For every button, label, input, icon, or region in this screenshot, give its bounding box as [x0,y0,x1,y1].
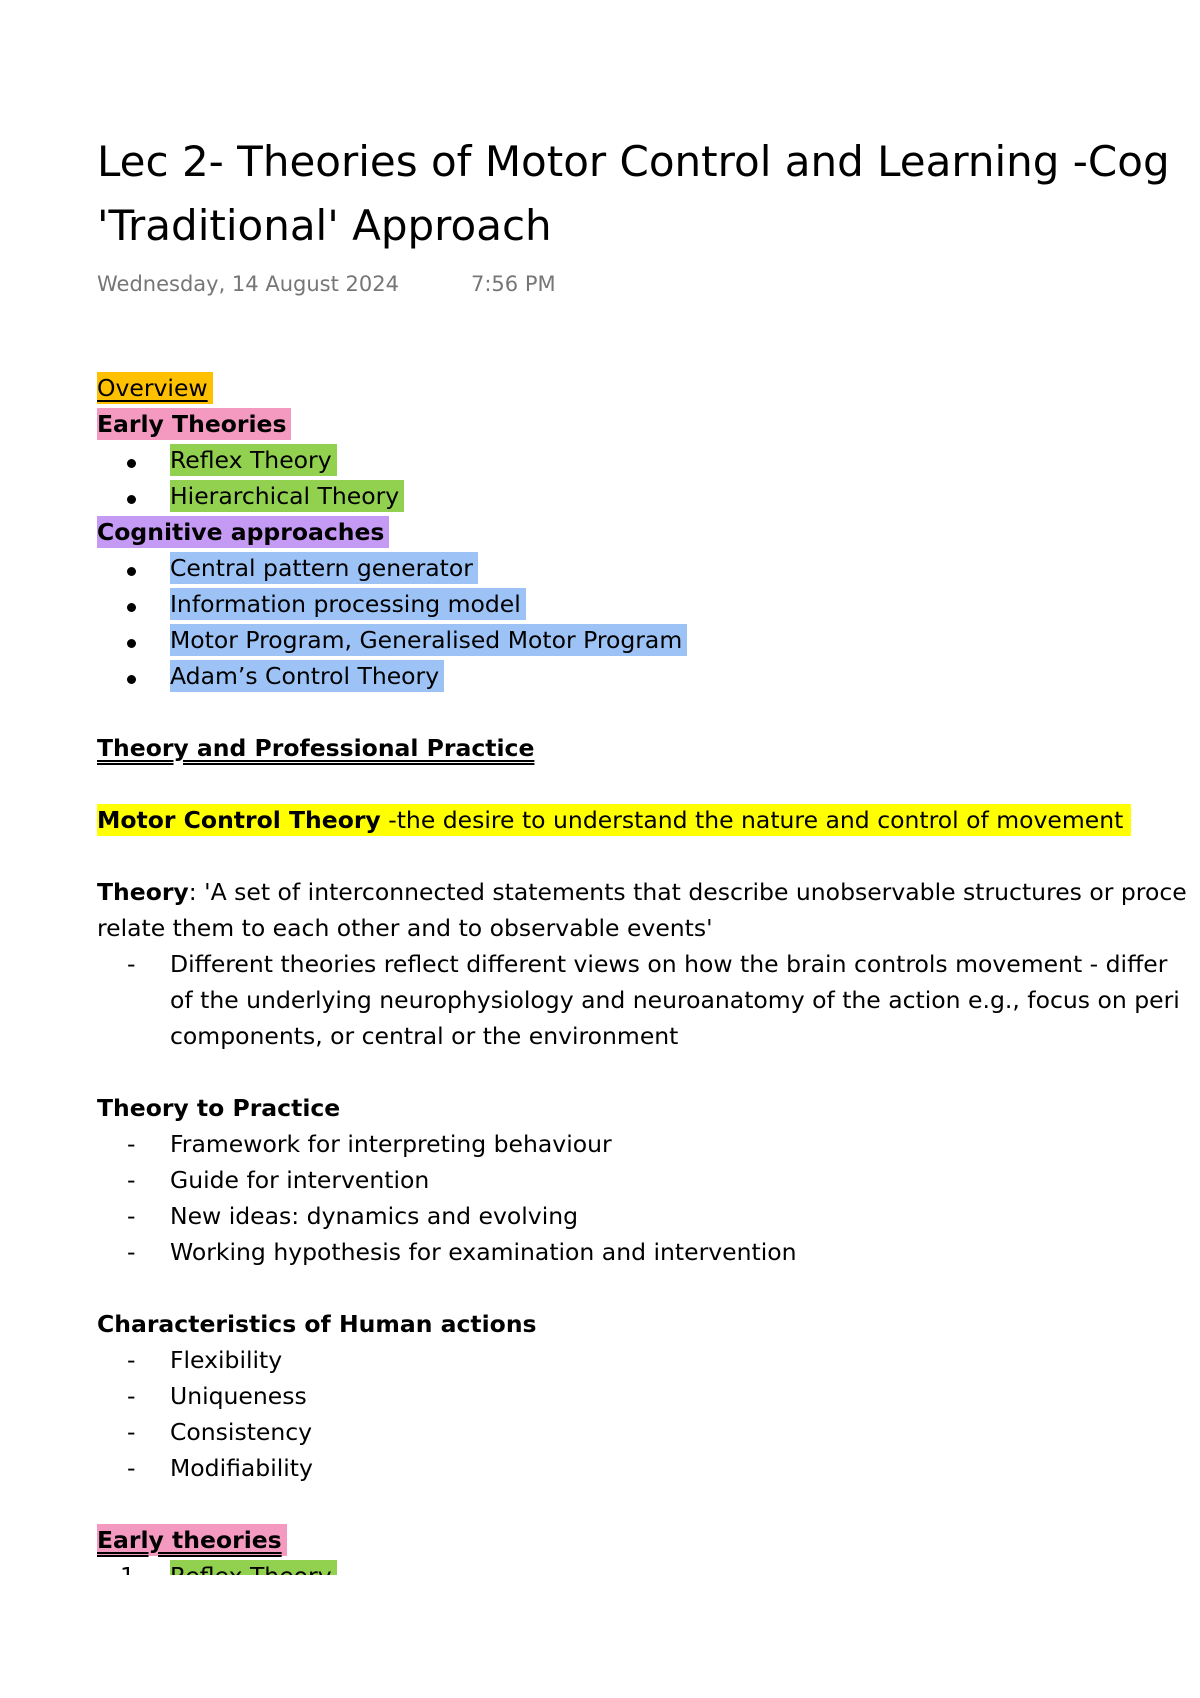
section-heading-early-theories: Early theories [97,1522,287,1558]
dash-marker: - [127,1418,136,1446]
bullet-icon [127,639,136,648]
list-item: Guide for intervention [170,1166,430,1194]
dash-marker: - [127,1130,136,1158]
dash-marker: - [127,1166,136,1194]
bullet-icon [127,675,136,684]
theory-note-line: components, or central or the environment [170,1022,679,1050]
toc-item-motor-program: Motor Program, Generalised Motor Program [170,622,687,658]
list-item: Consistency [170,1418,313,1446]
note-timestamp [97,272,556,296]
note-time: 7:56 PM [471,272,556,296]
bullet-icon [127,495,136,504]
bullet-icon [127,567,136,576]
list-item: Framework for interpreting behaviour [170,1130,612,1158]
toc-item-cpg: Central pattern generator [170,550,478,586]
toc-item-info-processing: Information processing model [170,586,526,622]
page-title [97,130,1170,258]
toc-early-theories: Early Theories [97,406,291,442]
page-bottom-margin [0,1575,1200,1698]
title-line-1: Lec 2- Theories of Motor Control and Learning -Cog [97,137,1170,186]
note-date: Wednesday, 14 August 2024 [97,272,399,296]
list-item: Uniqueness [170,1382,307,1410]
dash-marker: - [127,1238,136,1266]
dash-marker: - [127,1346,136,1374]
toc-overview: Overview [97,370,213,406]
list-item: Modifiability [170,1454,313,1482]
list-item: Flexibility [170,1346,283,1374]
toc-item-reflex: Reflex Theory [170,442,337,478]
dash-marker: - [127,1382,136,1410]
title-line-2: 'Traditional' Approach [97,201,552,250]
section-heading-theory-to-practice: Theory to Practice [97,1094,341,1122]
list-item: New ideas: dynamics and evolving [170,1202,579,1230]
theory-definition-line-2: relate them to each other and to observable events' [97,914,713,942]
motor-control-definition: Motor Control Theory -the desire to understand the nature and control of movement [97,802,1131,838]
list-item: Working hypothesis for examination and intervention [170,1238,797,1266]
section-heading-characteristics: Characteristics of Human actions [97,1310,537,1338]
dash-marker: - [127,1202,136,1230]
theory-definition-line-1: Theory: 'A set of interconnected statements that describe unobservable structures or proce [97,878,1187,906]
toc-item-adams: Adam’s Control Theory [170,658,444,694]
theory-note-line: of the underlying neurophysiology and neuroanatomy of the action e.g., focus on peri [170,986,1180,1014]
dash-marker: - [127,950,136,978]
toc-item-hierarchical: Hierarchical Theory [170,478,404,514]
dash-marker: - [127,1454,136,1482]
bullet-icon [127,459,136,468]
toc-cognitive: Cognitive approaches [97,514,389,550]
theory-note-line: Different theories reflect different views on how the brain controls movement - differ [170,950,1168,978]
bullet-icon [127,603,136,612]
section-heading-theory-practice: Theory and Professional Practice [97,734,535,762]
